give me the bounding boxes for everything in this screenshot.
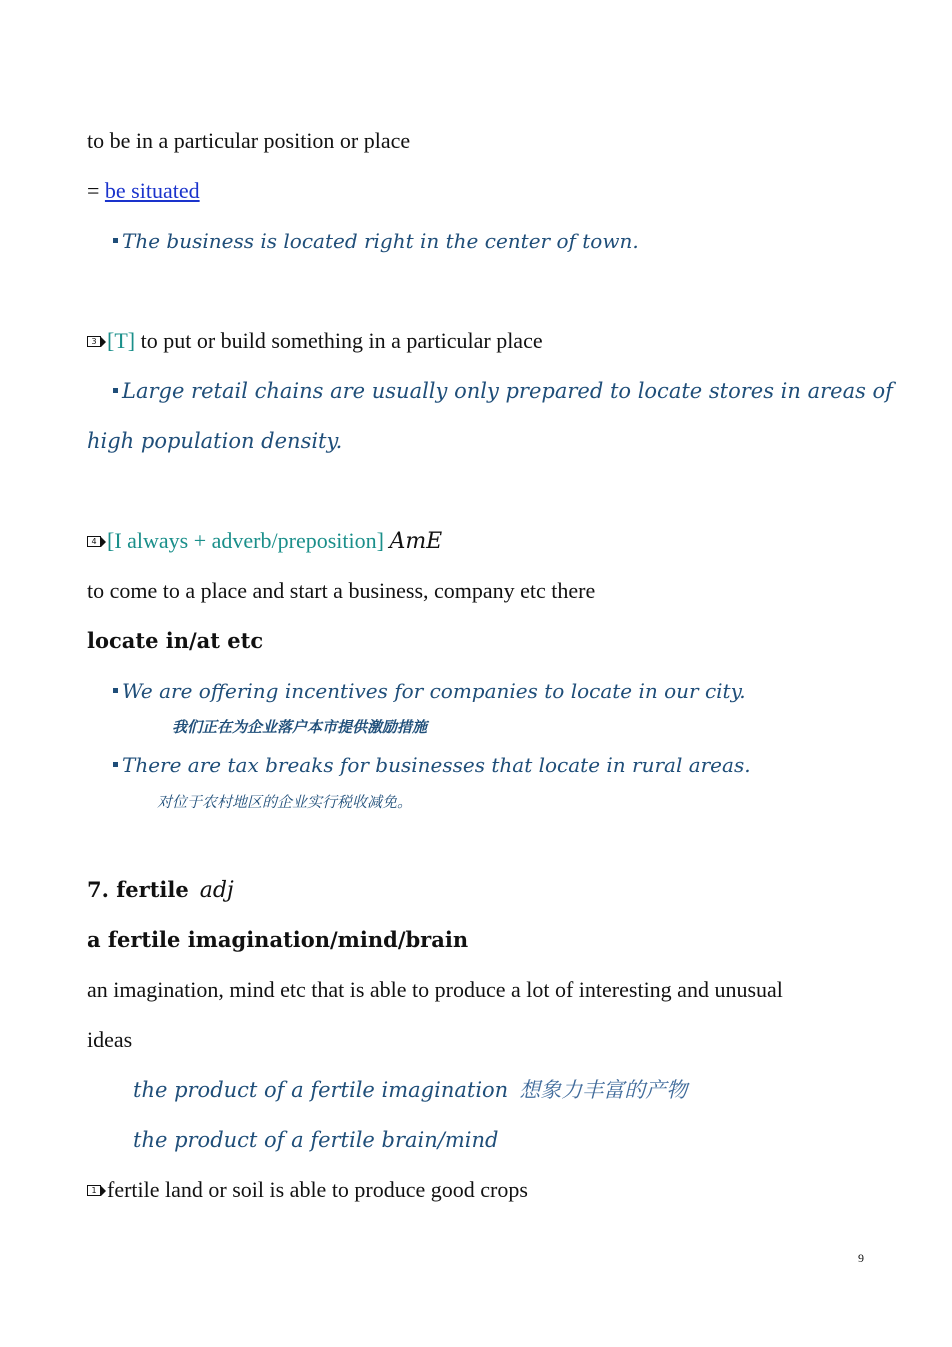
sense-number-icon: 4 (87, 536, 101, 547)
grammar-tag: [I always + adverb/preposition] (107, 528, 384, 553)
bullet-icon (113, 688, 118, 693)
definition-imagination: an imagination, mind etc that is able to produce a lot of interesting and unusual (87, 977, 783, 1002)
example-translation: 对位于农村地区的企业实行税收减免。 (157, 795, 413, 811)
example-translation: 想象力丰富的产物 (519, 1078, 688, 1102)
sense-4 (87, 527, 442, 556)
definition-position: to be in a particular position or place (87, 128, 411, 153)
sense-1 (87, 1176, 528, 1204)
example-text: the product of a fertile imagination (133, 1078, 509, 1102)
definition-business: to come to a place and start a business, company etc there (87, 578, 596, 603)
example-text: Large retail chains are usually only prepared to locate stores in areas of (122, 379, 893, 403)
sense-number-icon: 1 (87, 1185, 101, 1196)
arrow-icon (101, 1186, 106, 1196)
entry-heading (87, 876, 234, 905)
example-line (133, 1076, 687, 1104)
example-continuation: high population density. (87, 429, 343, 453)
collocation-pattern: locate in/at etc (87, 628, 264, 653)
part-of-speech: adj (199, 878, 234, 903)
synonym-prefix: = (87, 178, 105, 203)
example-text: The business is located right in the center of town. (122, 229, 639, 253)
synonym-link[interactable]: be situated (104, 178, 200, 203)
region-label: AmE (389, 529, 443, 554)
headword: 7. fertile (87, 877, 189, 902)
collocation-phrase: a fertile imagination/mind/brain (87, 927, 469, 952)
example-line (113, 227, 639, 255)
arrow-icon (101, 537, 106, 547)
example-line (113, 677, 746, 705)
synonym-line (87, 177, 200, 205)
example-text: There are tax breaks for businesses that locate in rural areas. (122, 753, 751, 777)
example-line (113, 751, 751, 779)
sense-definition: fertile land or soil is able to produce good crops (107, 1177, 528, 1202)
bullet-icon (113, 762, 118, 767)
arrow-icon (101, 337, 106, 347)
example-line: the product of a fertile brain/mind (133, 1128, 499, 1152)
page-number: 9 (858, 1251, 864, 1265)
example-text: We are offering incentives for companies to locate in our city. (122, 679, 746, 703)
sense-number-icon: 3 (87, 336, 101, 347)
definition-continuation: ideas (87, 1027, 133, 1052)
bullet-icon (113, 238, 118, 243)
bullet-icon (113, 388, 118, 393)
sense-3 (87, 327, 543, 355)
sense-definition: to put or build something in a particular place (135, 328, 543, 353)
example-line (113, 377, 893, 405)
example-translation: 我们正在为企业落户本市提供激励措施 (172, 720, 428, 736)
grammar-tag: [T] (107, 328, 136, 353)
